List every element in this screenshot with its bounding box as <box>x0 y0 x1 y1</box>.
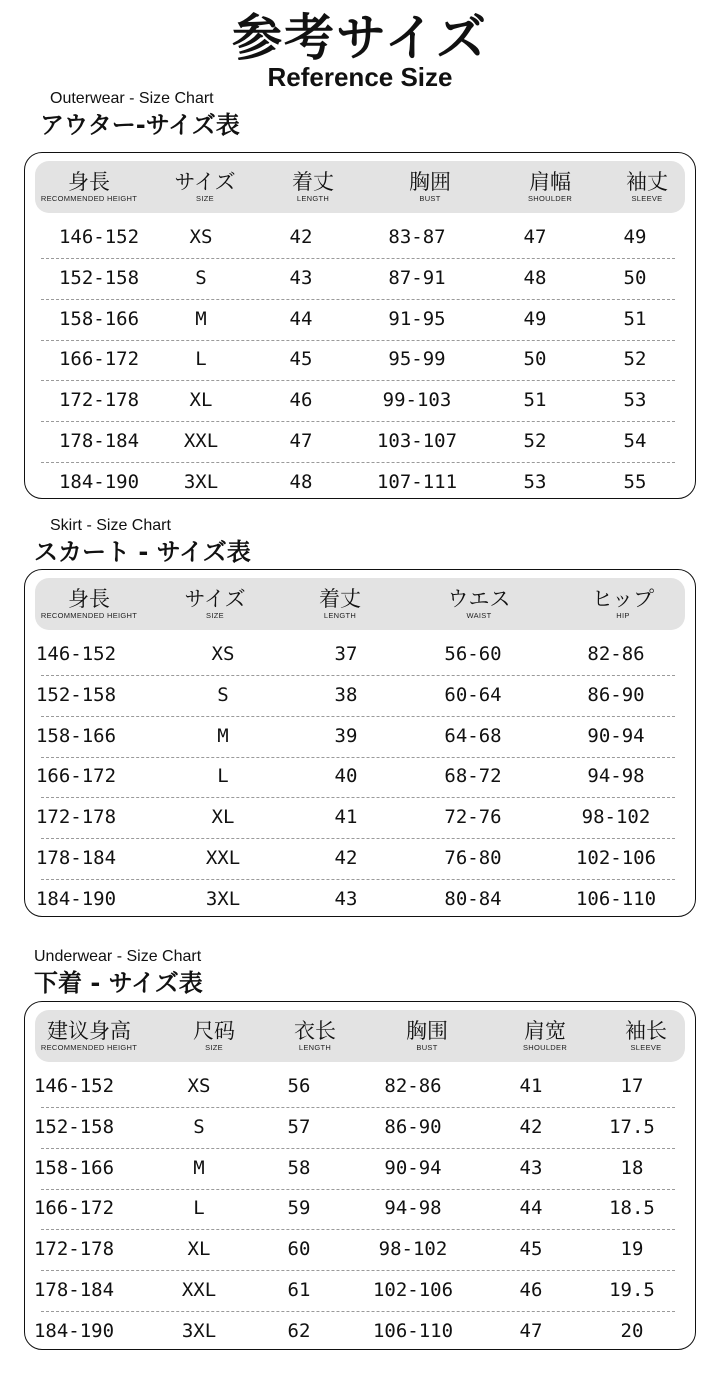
table-cell: 47 <box>519 1319 543 1342</box>
column-header-sublabel: SLEEVE <box>630 1043 662 1052</box>
outerwear-column-header <box>626 161 668 213</box>
table-cell: 90-94 <box>384 1156 442 1179</box>
table-cell: 61 <box>287 1279 311 1301</box>
underwear-column-header <box>294 1010 336 1062</box>
column-header-label: サイズ <box>184 587 246 611</box>
column-header-sublabel: RECOMMENDED HEIGHT <box>40 611 138 620</box>
table-cell: 58 <box>287 1156 311 1179</box>
column-header-label: ウエス <box>447 587 511 611</box>
table-cell: 3XL <box>183 470 219 493</box>
column-header-sublabel: SLEEVE <box>631 194 663 203</box>
table-cell: 42 <box>289 226 313 248</box>
table-cell: 158-166 <box>33 1156 115 1179</box>
table-cell: 50 <box>523 348 547 371</box>
column-header-label: 着丈 <box>319 587 361 611</box>
table-cell: 107-111 <box>376 470 458 493</box>
table-row <box>35 879 675 920</box>
table-cell: 53 <box>623 389 647 412</box>
table-cell: 41 <box>334 806 358 829</box>
table-cell: 56-60 <box>444 643 502 665</box>
table-row <box>35 797 675 839</box>
table-cell: XL <box>187 1238 211 1261</box>
table-cell: 152-158 <box>33 1115 115 1138</box>
table-cell: 106-110 <box>575 887 657 910</box>
skirt-size-table <box>24 569 696 917</box>
column-header-sublabel: RECOMMENDED HEIGHT <box>40 1043 138 1052</box>
table-cell: 46 <box>519 1279 543 1301</box>
column-header-sublabel: SIZE <box>196 194 214 203</box>
table-row <box>33 1311 675 1352</box>
column-header-sublabel: LENGTH <box>296 194 330 203</box>
table-cell: 59 <box>287 1197 311 1220</box>
table-cell: 51 <box>523 389 547 412</box>
table-cell: 106-110 <box>372 1319 454 1342</box>
column-header-sublabel: HIP <box>616 611 630 620</box>
page-subtitle: Reference Size <box>267 62 453 92</box>
column-header-label: 袖丈 <box>626 170 668 194</box>
table-cell: 38 <box>334 683 358 706</box>
table-cell: XS <box>211 643 235 665</box>
table-cell: 47 <box>523 226 547 248</box>
table-row <box>35 675 675 717</box>
table-cell: 94-98 <box>384 1197 442 1220</box>
table-cell: 152-158 <box>58 266 140 289</box>
table-row <box>35 756 675 798</box>
table-cell: 19 <box>620 1238 644 1261</box>
table-cell: 178-184 <box>33 1279 115 1301</box>
table-row <box>33 1148 675 1190</box>
table-cell: XXL <box>205 847 241 869</box>
table-cell: 86-90 <box>384 1115 442 1138</box>
table-cell: 99-103 <box>382 389 452 412</box>
table-row <box>41 421 675 463</box>
column-header-sublabel: LENGTH <box>298 1043 332 1052</box>
table-cell: 17 <box>620 1075 644 1097</box>
page-title: 参考サイズ <box>232 9 488 67</box>
table-cell: 98-102 <box>581 806 651 829</box>
underwear-size-table <box>24 1001 696 1350</box>
table-row <box>41 462 675 503</box>
table-cell: S <box>217 683 229 706</box>
table-cell: 46 <box>289 389 313 412</box>
column-header-label: サイズ <box>174 170 236 194</box>
table-cell: 20 <box>620 1319 644 1342</box>
column-header-label: 袖长 <box>625 1019 667 1043</box>
table-cell: L <box>193 1197 205 1220</box>
outerwear-header-row <box>35 161 685 213</box>
table-cell: 103-107 <box>376 430 458 452</box>
skirt-column-header <box>41 578 137 630</box>
table-cell: 172-178 <box>35 806 117 829</box>
table-cell: 3XL <box>181 1319 217 1342</box>
table-cell: 146-152 <box>35 643 117 665</box>
table-cell: 47 <box>289 430 313 452</box>
table-cell: 166-172 <box>33 1197 115 1220</box>
outerwear-label-en: Outerwear - Size Chart <box>50 90 214 107</box>
table-cell: 83-87 <box>388 226 446 248</box>
outerwear-label-jp: アウター-サイズ表 <box>40 111 240 139</box>
table-cell: 18.5 <box>609 1197 655 1220</box>
table-cell: 95-99 <box>388 348 446 371</box>
table-cell: 184-190 <box>58 470 140 493</box>
table-cell: 52 <box>623 348 647 371</box>
skirt-header-row <box>35 578 685 630</box>
table-cell: 49 <box>623 226 647 248</box>
table-row <box>35 716 675 758</box>
table-cell: 87-91 <box>388 266 446 289</box>
table-cell: 48 <box>289 470 313 493</box>
table-row <box>41 258 675 300</box>
table-cell: 17.5 <box>609 1115 655 1138</box>
outerwear-column-header <box>174 161 235 213</box>
table-cell: 94-98 <box>587 765 645 788</box>
table-cell: 90-94 <box>587 724 645 747</box>
column-header-label: 身長 <box>68 170 110 194</box>
outerwear-column-header <box>292 161 334 213</box>
table-cell: 102-106 <box>575 847 657 869</box>
table-cell: 72-76 <box>444 806 502 829</box>
table-cell: 43 <box>334 887 358 910</box>
skirt-column-header <box>448 578 511 630</box>
table-cell: 98-102 <box>378 1238 448 1261</box>
outerwear-column-header <box>409 161 451 213</box>
underwear-column-header <box>193 1010 235 1062</box>
column-header-sublabel: SIZE <box>206 611 224 620</box>
table-cell: M <box>217 724 229 747</box>
table-cell: 76-80 <box>444 847 502 869</box>
table-cell: 60-64 <box>444 683 502 706</box>
column-header-sublabel: LENGTH <box>323 611 357 620</box>
table-row <box>33 1188 675 1230</box>
underwear-column-header <box>625 1010 667 1062</box>
table-cell: 43 <box>289 266 313 289</box>
underwear-column-header <box>41 1010 137 1062</box>
table-cell: XS <box>189 226 213 248</box>
table-cell: 37 <box>334 643 358 665</box>
table-cell: XXL <box>181 1279 217 1301</box>
table-cell: L <box>195 348 207 371</box>
table-cell: 172-178 <box>33 1238 115 1261</box>
underwear-column-header <box>523 1010 567 1062</box>
table-cell: 172-178 <box>58 389 140 412</box>
table-cell: S <box>193 1115 205 1138</box>
table-cell: 178-184 <box>35 847 117 869</box>
column-header-label: 衣长 <box>294 1019 336 1043</box>
table-cell: 40 <box>334 765 358 788</box>
table-cell: 45 <box>289 348 313 371</box>
underwear-column-header <box>406 1010 448 1062</box>
column-header-label: 肩宽 <box>523 1019 566 1043</box>
table-row <box>41 380 675 422</box>
column-header-label: 身長 <box>68 587 110 611</box>
table-cell: 53 <box>523 470 547 493</box>
skirt-column-header <box>184 578 245 630</box>
column-header-label: 肩幅 <box>528 170 571 194</box>
table-cell: 146-152 <box>33 1075 115 1097</box>
table-cell: 62 <box>287 1319 311 1342</box>
table-cell: 57 <box>287 1115 311 1138</box>
table-cell: XS <box>187 1075 211 1097</box>
table-cell: 82-86 <box>384 1075 442 1097</box>
table-cell: 41 <box>519 1075 543 1097</box>
table-cell: 82-86 <box>587 643 645 665</box>
table-cell: 51 <box>623 307 647 330</box>
skirt-column-header <box>319 578 361 630</box>
outerwear-size-table <box>24 152 696 499</box>
underwear-header-row <box>35 1010 685 1062</box>
table-row <box>33 1066 675 1108</box>
table-cell: 152-158 <box>35 683 117 706</box>
table-cell: 42 <box>334 847 358 869</box>
column-header-sublabel: SHOULDER <box>522 1043 568 1052</box>
column-header-sublabel: WAIST <box>466 611 492 620</box>
table-row <box>35 634 675 676</box>
column-header-sublabel: SHOULDER <box>527 194 573 203</box>
table-cell: 68-72 <box>444 765 502 788</box>
table-cell: XL <box>211 806 235 829</box>
table-cell: 48 <box>523 266 547 289</box>
table-cell: S <box>195 266 207 289</box>
table-row <box>35 838 675 880</box>
table-cell: 184-190 <box>33 1319 115 1342</box>
table-cell: 91-95 <box>388 307 446 330</box>
table-row <box>33 1229 675 1271</box>
table-row <box>33 1270 675 1312</box>
table-cell: 64-68 <box>444 724 502 747</box>
table-cell: 3XL <box>205 887 241 910</box>
table-cell: 44 <box>289 307 313 330</box>
table-cell: 50 <box>623 266 647 289</box>
column-header-label: 着丈 <box>292 170 334 194</box>
table-cell: 42 <box>519 1115 543 1138</box>
table-cell: 56 <box>287 1075 311 1097</box>
column-header-sublabel: BUST <box>419 194 441 203</box>
table-cell: 102-106 <box>372 1279 454 1301</box>
table-cell: 43 <box>519 1156 543 1179</box>
table-cell: XL <box>189 389 213 412</box>
table-cell: 54 <box>623 430 647 452</box>
column-header-sublabel: SIZE <box>205 1043 223 1052</box>
table-cell: 39 <box>334 724 358 747</box>
outerwear-column-header <box>528 161 572 213</box>
skirt-column-header <box>592 578 654 630</box>
column-header-label: ヒップ <box>591 587 655 611</box>
table-cell: 49 <box>523 307 547 330</box>
table-cell: 52 <box>523 430 547 452</box>
table-cell: 158-166 <box>35 724 117 747</box>
table-cell: M <box>195 307 207 330</box>
table-cell: 55 <box>623 470 647 493</box>
table-cell: 60 <box>287 1238 311 1261</box>
table-cell: 19.5 <box>609 1279 655 1301</box>
column-header-sublabel: RECOMMENDED HEIGHT <box>40 194 138 203</box>
column-header-label: 胸囲 <box>409 170 451 194</box>
table-cell: XXL <box>183 430 219 452</box>
column-header-sublabel: BUST <box>416 1043 438 1052</box>
table-cell: 86-90 <box>587 683 645 706</box>
table-row <box>41 217 675 259</box>
table-row <box>33 1107 675 1149</box>
table-cell: 178-184 <box>58 430 140 452</box>
table-cell: M <box>193 1156 205 1179</box>
skirt-label-jp: スカート - サイズ表 <box>34 538 251 566</box>
skirt-label-en: Skirt - Size Chart <box>50 517 171 534</box>
table-cell: 18 <box>620 1156 644 1179</box>
table-cell: 80-84 <box>444 887 502 910</box>
column-header-label: 胸围 <box>406 1019 448 1043</box>
table-cell: 166-172 <box>35 765 117 788</box>
underwear-label-en: Underwear - Size Chart <box>34 948 202 965</box>
table-cell: 146-152 <box>58 226 140 248</box>
table-cell: 45 <box>519 1238 543 1261</box>
table-row <box>41 299 675 341</box>
column-header-label: 尺码 <box>193 1019 235 1043</box>
table-cell: 158-166 <box>58 307 140 330</box>
table-cell: 184-190 <box>35 887 117 910</box>
outerwear-column-header <box>41 161 137 213</box>
table-cell: L <box>217 765 229 788</box>
table-row <box>41 339 675 381</box>
underwear-label-jp: 下着 - サイズ表 <box>34 969 203 997</box>
table-cell: 166-172 <box>58 348 140 371</box>
table-cell: 44 <box>519 1197 543 1220</box>
column-header-label: 建议身高 <box>47 1019 131 1043</box>
